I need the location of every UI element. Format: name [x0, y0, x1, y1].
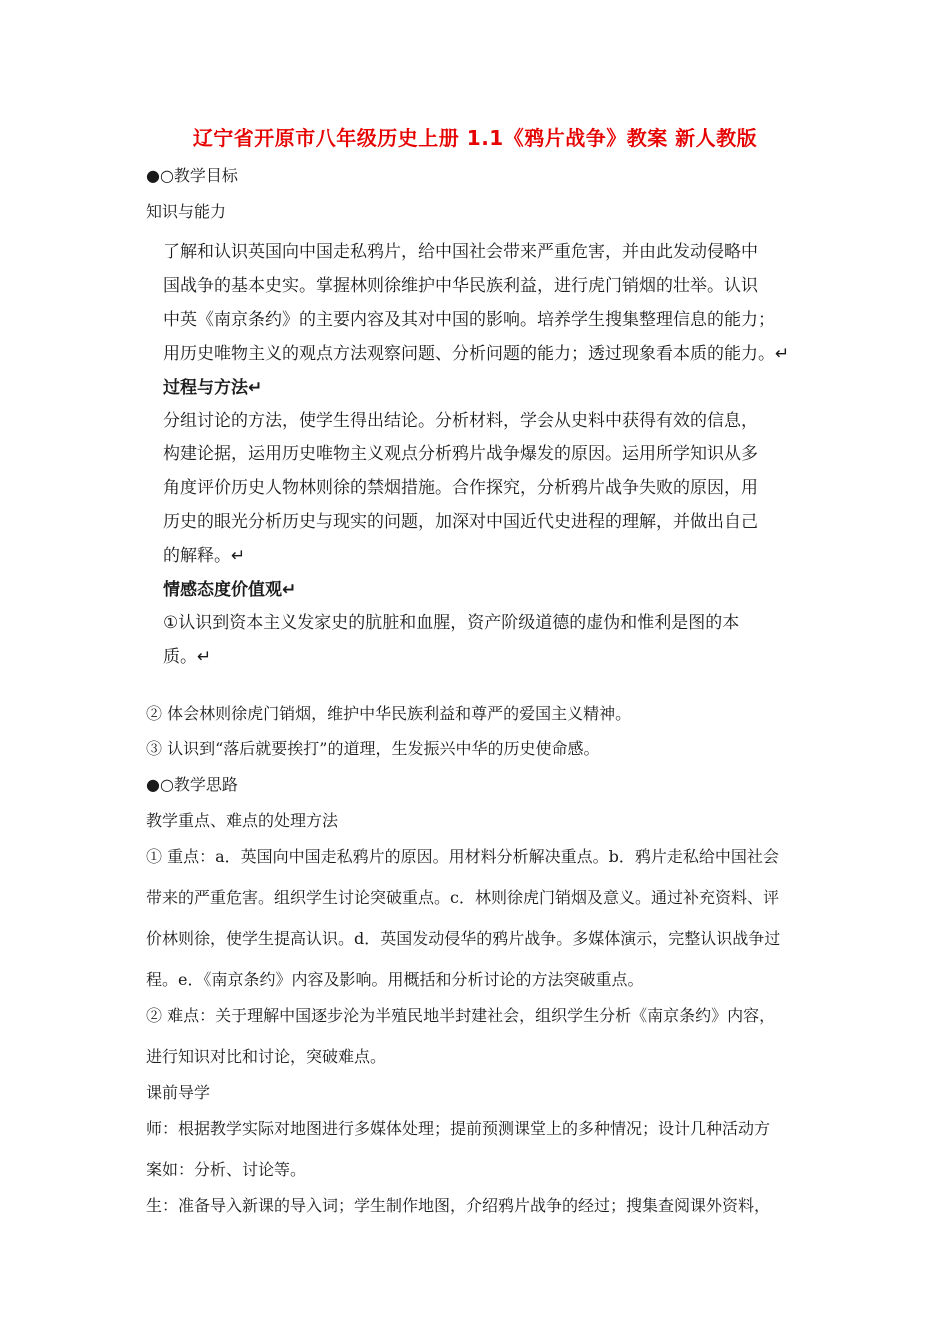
paragraph-line: ①认识到资本主义发家史的肮脏和血腥，资产阶级道德的虚伪和惟利是图的本 — [163, 613, 740, 633]
paragraph-line: 历史的眼光分析历史与现实的问题，加深对中国近代史进程的理解，并做出自己 — [163, 512, 758, 532]
document-title: 辽宁省开原市八年级历史上册 1.1《鸦片战争》教案 新人教版 — [192, 126, 758, 150]
paragraph-line: ① 重点：a．英国向中国走私鸦片的原因。用材料分析解决重点。b．鸦片走私给中国社会 — [146, 847, 779, 866]
subheading-key-points: 教学重点、难点的处理方法 — [146, 811, 339, 830]
section-heading-approach: ●○教学思路 — [146, 775, 238, 794]
subheading-attitude: 情感态度价值观↵ — [163, 580, 297, 600]
paragraph-line: 生：准备导入新课的导入词；学生制作地图，介绍鸦片战争的经过；搜集查阅课外资料， — [146, 1196, 771, 1215]
paragraph-line: 师：根据教学实际对地图进行多媒体处理；提前预测课堂上的多种情况；设计几种活动方 — [146, 1119, 771, 1138]
paragraph-line: 案如：分析、讨论等。 — [146, 1160, 307, 1179]
paragraph-line: ② 体会林则徐虎门销烟，维护中华民族利益和尊严的爱国主义精神。 — [146, 704, 632, 723]
section-heading-goals: ●○教学目标 — [146, 166, 238, 185]
paragraph-line: ② 难点：关于理解中国逐步沦为半殖民地半封建社会，组织学生分析《南京条约》内容， — [146, 1006, 776, 1025]
subheading-knowledge: 知识与能力 — [146, 202, 227, 221]
paragraph-line: 国战争的基本史实。掌握林则徐维护中华民族利益，进行虎门销烟的壮举。认识 — [163, 276, 758, 296]
paragraph-line: 进行知识对比和讨论，突破难点。 — [146, 1047, 387, 1066]
paragraph-line: ③ 认识到“落后就要挨打”的道理，生发振兴中华的历史使命感。 — [146, 739, 600, 758]
paragraph-line: 程。e．《南京条约》内容及影响。用概括和分析讨论的方法突破重点。 — [146, 970, 644, 989]
paragraph-line: 分组讨论的方法，使学生得出结论。分析材料，学会从史料中获得有效的信息， — [163, 411, 758, 431]
paragraph-line: 带来的严重危害。组织学生讨论突破重点。c．林则徐虎门销烟及意义。通过补充资料、评 — [146, 888, 779, 907]
paragraph-line: 质。↵ — [163, 647, 212, 667]
paragraph-line: 价林则徐，使学生提高认识。d．英国发动侵华的鸦片战争。多媒体演示，完整认识战争过 — [146, 929, 781, 948]
paragraph-line: 角度评价历史人物林则徐的禁烟措施。合作探究，分析鸦片战争失败的原因，用 — [163, 478, 758, 498]
subheading-process: 过程与方法↵ — [163, 378, 263, 398]
paragraph-line: 的解释。↵ — [163, 546, 246, 566]
subheading-preview: 课前导学 — [146, 1083, 211, 1102]
paragraph-line: 中英《南京条约》的主要内容及其对中国的影响。培养学生搜集整理信息的能力； — [163, 310, 775, 330]
paragraph-line: 了解和认识英国向中国走私鸦片，给中国社会带来严重危害，并由此发动侵略中 — [163, 242, 758, 262]
paragraph-line: 用历史唯物主义的观点方法观察问题、分析问题的能力；透过现象看本质的能力。↵ — [163, 344, 790, 364]
paragraph-line: 构建论据，运用历史唯物主义观点分析鸦片战争爆发的原因。运用所学知识从多 — [163, 444, 758, 464]
